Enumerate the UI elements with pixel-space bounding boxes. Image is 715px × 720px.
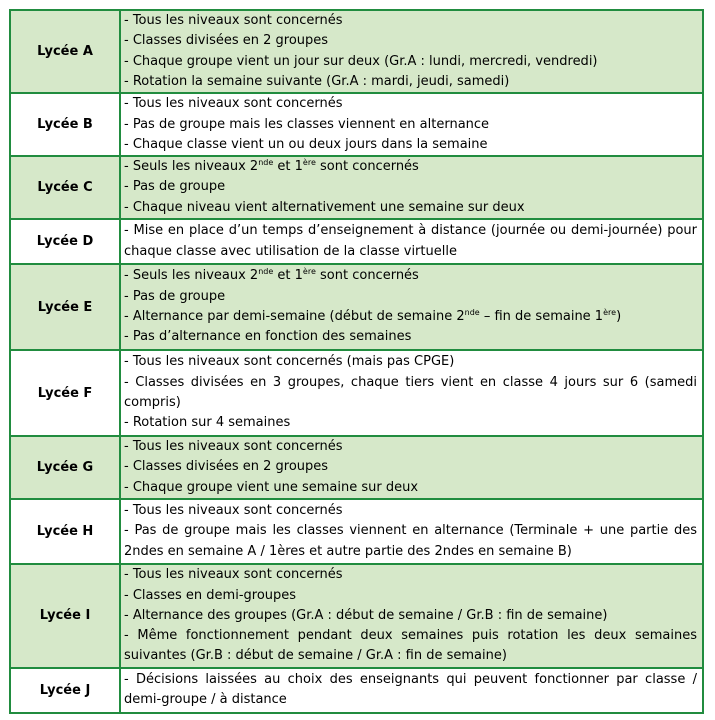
lycee-name: Lycée E — [10, 264, 120, 350]
lycee-description — [120, 436, 703, 499]
lycee-description — [120, 219, 703, 264]
lycee-name: Lycée G — [10, 436, 120, 499]
lycee-description — [120, 350, 703, 436]
lycee-name: Lycée J — [10, 668, 120, 713]
table-row — [10, 436, 703, 499]
description-line: - Pas d’alternance en fonction des semaines — [124, 329, 412, 345]
table-row — [10, 264, 703, 350]
description-line: - Classes divisées en 2 groupes — [124, 33, 329, 49]
table-row — [10, 564, 703, 668]
description-line: - Chaque groupe vient une semaine sur deux — [124, 479, 419, 495]
lycee-name: Lycée I — [10, 564, 120, 668]
lycee-table — [9, 9, 704, 714]
lycee-description — [120, 499, 703, 564]
table-row — [10, 350, 703, 436]
table-row — [10, 219, 703, 264]
table-row — [10, 668, 703, 713]
lycee-name: Lycée F — [10, 350, 120, 436]
lycee-comparison-sheet — [9, 9, 704, 710]
description-line: - Pas de groupe — [124, 179, 226, 195]
description-line: - Alternance des groupes (Gr.A : début de semaine / Gr.B : fin de semaine) — [124, 607, 608, 623]
lycee-description — [120, 668, 703, 713]
lycee-name: Lycée C — [10, 156, 120, 219]
description-line: - Tous les niveaux sont concernés — [124, 567, 343, 583]
description-line: - Même fonctionnement pendant deux semaines puis rotation les deux semaines suivantes (Gr.B : début de semaine / Gr.A : fin de semaine) — [124, 628, 697, 664]
lycee-name: Lycée H — [10, 499, 120, 564]
table-row — [10, 156, 703, 219]
description-line: - Tous les niveaux sont concernés (mais pas CPGE) — [124, 354, 455, 370]
lycee-description — [120, 93, 703, 156]
description-line: - Décisions laissées au choix des enseignants qui peuvent fonctionner par classe / demi-groupe / à distance — [124, 672, 697, 708]
lycee-name: Lycée A — [10, 10, 120, 93]
description-line: - Pas de groupe — [124, 288, 226, 304]
lycee-name: Lycée B — [10, 93, 120, 156]
description-line: - Tous les niveaux sont concernés — [124, 439, 343, 455]
description-line: - Alternance par demi-semaine (début de semaine 2nde – fin de semaine 1ère) — [124, 308, 622, 325]
lycee-description — [120, 10, 703, 93]
lycee-description — [120, 156, 703, 219]
description-line: - Tous les niveaux sont concernés — [124, 13, 343, 28]
description-line: - Pas de groupe mais les classes viennent en alternance — [124, 116, 490, 132]
description-line: - Chaque niveau vient alternativement une semaine sur deux — [124, 199, 525, 215]
lycee-description — [120, 264, 703, 350]
description-line: - Mise en place d’un temps d’enseignement à distance (journée ou demi-journée) pour chaque classe avec utilisation de la classe virtuelle — [124, 223, 697, 259]
description-line: - Chaque groupe vient un jour sur deux (Gr.A : lundi, mercredi, vendredi) — [124, 53, 598, 69]
description-line: - Seuls les niveaux 2nde et 1ère sont concernés — [124, 158, 419, 175]
description-line: - Rotation la semaine suivante (Gr.A : mardi, jeudi, samedi) — [124, 73, 510, 89]
table-row — [10, 93, 703, 156]
description-line: - Classes divisées en 3 groupes, chaque tiers vient en classe 4 jours sur 6 (samedi compris) — [124, 374, 697, 411]
table-row — [10, 10, 703, 93]
description-line: - Chaque classe vient un ou deux jours dans la semaine — [124, 136, 488, 152]
table-row — [10, 499, 703, 564]
lycee-name: Lycée D — [10, 219, 120, 264]
description-line: - Classes en demi-groupes — [124, 587, 297, 603]
description-line: - Tous les niveaux sont concernés — [124, 96, 343, 112]
description-line: - Seuls les niveaux 2nde et 1ère sont concernés — [124, 267, 419, 284]
description-line: - Classes divisées en 2 groupes — [124, 459, 329, 475]
description-line: - Tous les niveaux sont concernés — [124, 503, 343, 519]
description-line: - Rotation sur 4 semaines — [124, 415, 291, 431]
lycee-description — [120, 564, 703, 668]
description-line: - Pas de groupe mais les classes viennent en alternance (Terminale + une partie des 2ndes en semaine A / 1ères et autre partie des 2ndes en semaine B) — [124, 523, 697, 559]
